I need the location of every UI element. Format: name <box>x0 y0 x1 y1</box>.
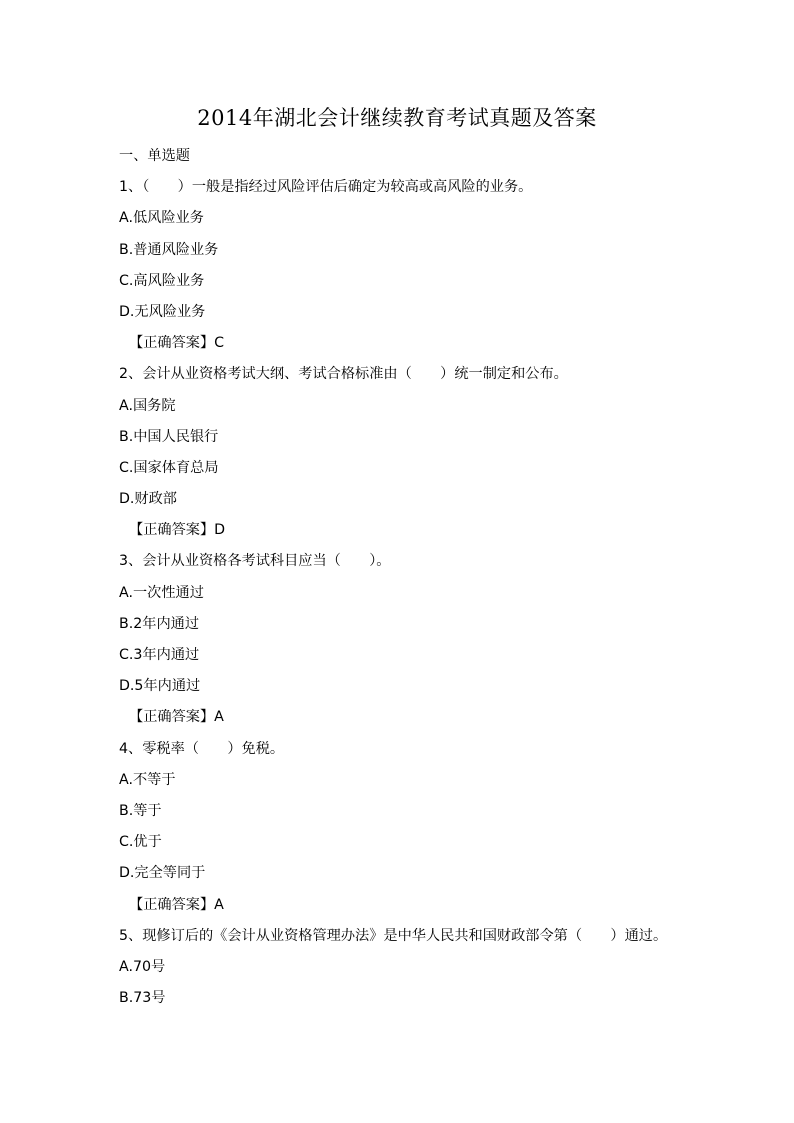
option-c: C.3年内通过 <box>119 647 200 663</box>
option-a: A.70号 <box>119 958 166 975</box>
option-a: A.低风险业务 <box>119 210 204 227</box>
option-a: A.一次性通过 <box>119 584 204 601</box>
correct-answer: 【正确答案】A <box>129 896 224 913</box>
option-b: B.73号 <box>119 990 166 1007</box>
option-b: B.普通风险业务 <box>119 241 219 258</box>
question-stem: 3、会计从业资格各考试科目应当（ ）。 <box>119 553 391 570</box>
option-c: C.高风险业务 <box>119 272 205 289</box>
question-stem: 4、零税率（ ）免税。 <box>119 740 285 757</box>
option-c: C.优于 <box>119 834 162 851</box>
option-d: D.完全等同于 <box>119 865 206 882</box>
option-b: B.中国人民银行 <box>119 428 219 445</box>
question-3 <box>119 546 739 733</box>
correct-answer: 【正确答案】D <box>129 522 226 539</box>
correct-answer: 【正确答案】C <box>129 335 225 352</box>
option-b: B.等于 <box>119 802 162 819</box>
question-1 <box>119 172 739 359</box>
correct-answer: 【正确答案】A <box>129 709 224 726</box>
question-stem: 2、会计从业资格考试大纲、考试合格标准由（ ）统一制定和公布。 <box>119 366 568 383</box>
section-heading: 一、单选题 <box>119 148 190 164</box>
question-4 <box>119 734 739 921</box>
document-body <box>119 141 739 1014</box>
question-5 <box>119 921 739 1015</box>
option-d: D.无风险业务 <box>119 303 206 320</box>
option-d: D.5年内通过 <box>119 678 201 695</box>
question-stem: 5、现修订后的《会计从业资格管理办法》是中华人民共和国财政部令第（ ）通过。 <box>119 927 668 944</box>
option-c: C.国家体育总局 <box>119 459 219 476</box>
document-title: 2014年湖北会计继续教育考试真题及答案 <box>197 106 597 130</box>
question-stem: 1、（ ）一般是指经过风险评估后确定为较高或高风险的业务。 <box>119 179 533 196</box>
option-a: A.不等于 <box>119 771 176 788</box>
option-b: B.2年内通过 <box>119 615 200 632</box>
option-a: A.国务院 <box>119 397 176 414</box>
option-d: D.财政部 <box>119 491 177 508</box>
question-2 <box>119 359 739 546</box>
